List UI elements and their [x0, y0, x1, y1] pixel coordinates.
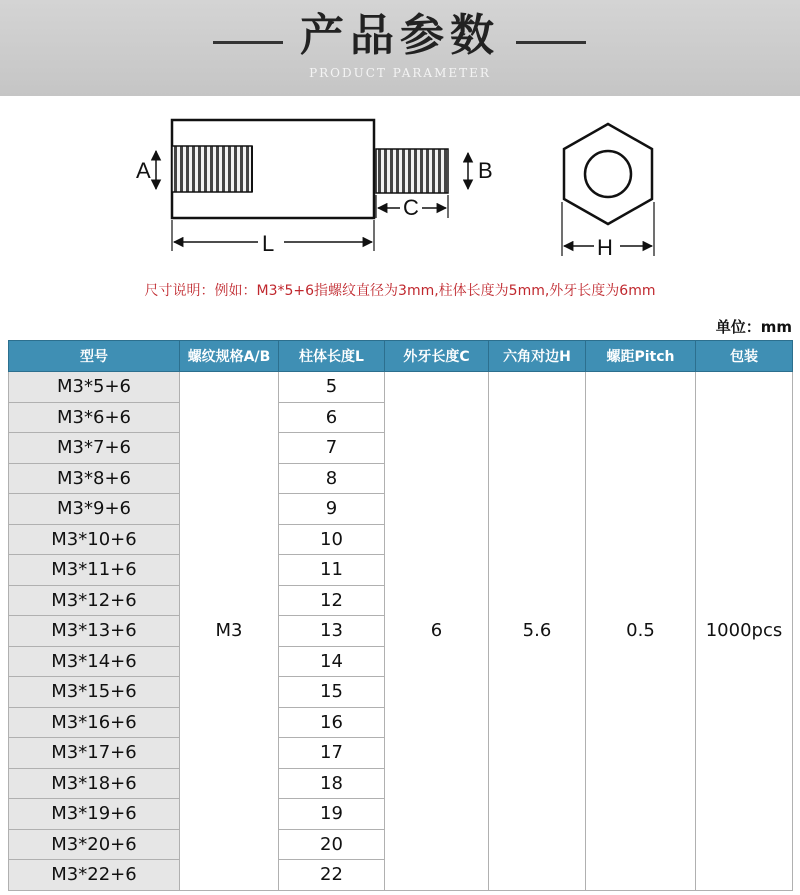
model-cell: M3*20+6: [9, 829, 180, 860]
header-banner: [0, 0, 800, 96]
external-thread: [376, 149, 448, 193]
length-cell: 8: [279, 463, 385, 494]
column-header-packaging: 包装: [696, 341, 793, 372]
column-header-hex: 六角对边H: [489, 341, 586, 372]
hex-cell: 5.6: [489, 372, 586, 891]
thread-spec-cell: M3: [180, 372, 279, 891]
model-cell: M3*12+6: [9, 585, 180, 616]
length-cell: 5: [279, 372, 385, 403]
page-subtitle: PRODUCT PARAMETER: [309, 66, 491, 80]
column-header-thread-spec: 螺纹规格A/B: [180, 341, 279, 372]
length-cell: 17: [279, 738, 385, 769]
length-cell: 9: [279, 494, 385, 525]
model-cell: M3*22+6: [9, 860, 180, 891]
length-cell: 19: [279, 799, 385, 830]
packaging-cell: 1000pcs: [696, 372, 793, 891]
length-cell: 12: [279, 585, 385, 616]
length-cell: 18: [279, 768, 385, 799]
label-a: A: [136, 158, 151, 183]
standoff-body: [172, 120, 374, 218]
external-thread-cell: 6: [385, 372, 489, 891]
table-row: [9, 372, 793, 403]
model-cell: M3*8+6: [9, 463, 180, 494]
hex-end-view: [564, 124, 652, 224]
label-b: B: [478, 158, 493, 183]
label-c: C: [403, 195, 419, 220]
length-cell: 10: [279, 524, 385, 555]
dimension-diagram: [0, 96, 800, 276]
model-cell: M3*15+6: [9, 677, 180, 708]
model-cell: M3*14+6: [9, 646, 180, 677]
model-cell: M3*9+6: [9, 494, 180, 525]
parameter-table: [8, 340, 793, 891]
length-cell: 6: [279, 402, 385, 433]
length-cell: 7: [279, 433, 385, 464]
title-dash-right: [516, 41, 586, 44]
model-cell: M3*6+6: [9, 402, 180, 433]
unit-label: 单位：mm: [715, 318, 792, 336]
length-cell: 13: [279, 616, 385, 647]
length-cell: 16: [279, 707, 385, 738]
length-cell: 15: [279, 677, 385, 708]
model-cell: M3*19+6: [9, 799, 180, 830]
model-cell: M3*5+6: [9, 372, 180, 403]
length-cell: 11: [279, 555, 385, 586]
table-header-row: [9, 341, 793, 372]
label-h: H: [597, 235, 613, 260]
model-cell: M3*11+6: [9, 555, 180, 586]
length-cell: 22: [279, 860, 385, 891]
size-note: 尺寸说明：例如：M3*5+6指螺纹直径为3mm,柱体长度为5mm,外牙长度为6mm: [144, 283, 656, 299]
label-l: L: [262, 231, 275, 256]
model-cell: M3*7+6: [9, 433, 180, 464]
page-title: 产品参数: [300, 10, 500, 61]
column-header-model: 型号: [9, 341, 180, 372]
model-cell: M3*10+6: [9, 524, 180, 555]
column-header-pitch: 螺距Pitch: [586, 341, 696, 372]
column-header-external-thread: 外牙长度C: [385, 341, 489, 372]
pitch-cell: 0.5: [586, 372, 696, 891]
model-cell: M3*18+6: [9, 768, 180, 799]
column-header-length: 柱体长度L: [279, 341, 385, 372]
model-cell: M3*13+6: [9, 616, 180, 647]
model-cell: M3*16+6: [9, 707, 180, 738]
model-cell: M3*17+6: [9, 738, 180, 769]
length-cell: 14: [279, 646, 385, 677]
length-cell: 20: [279, 829, 385, 860]
